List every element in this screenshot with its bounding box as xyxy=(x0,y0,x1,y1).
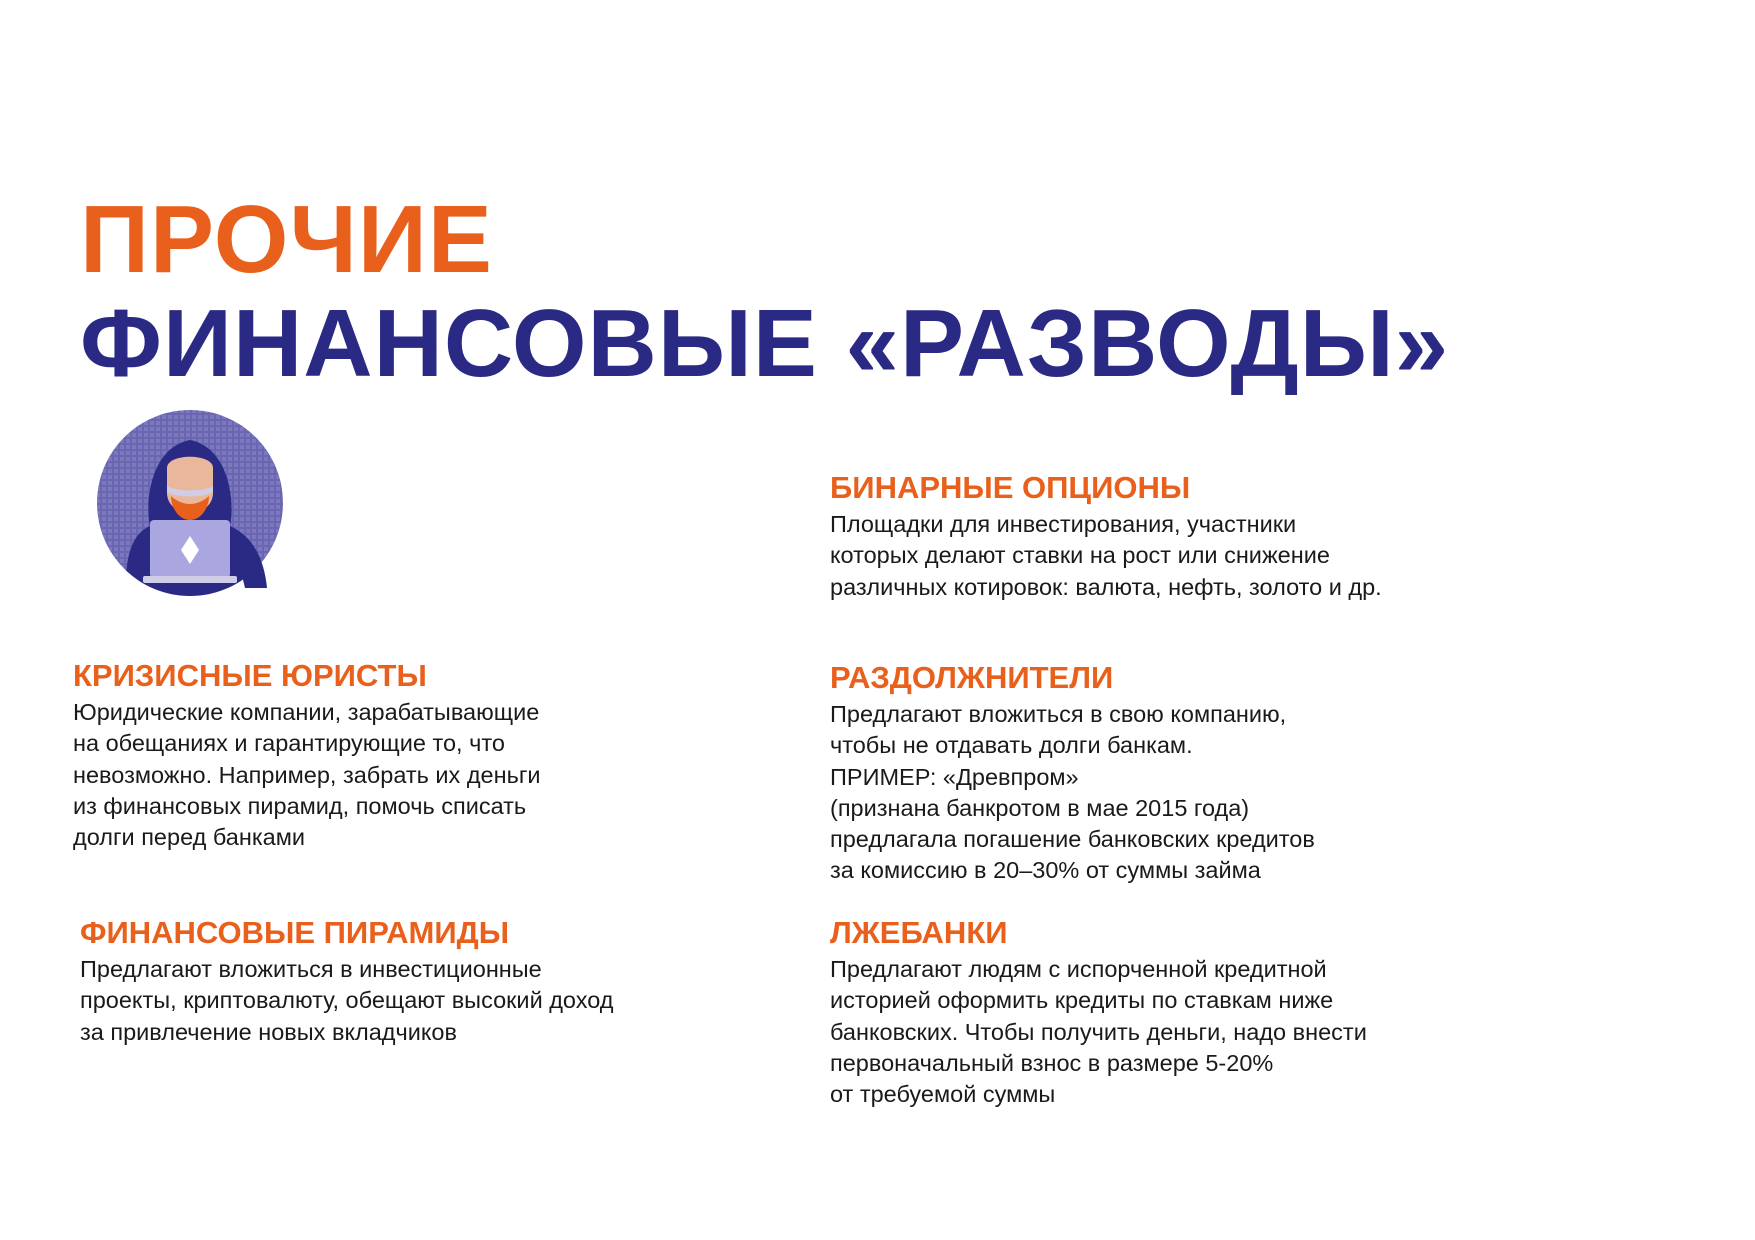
description-line: предлагала погашение банковских кредитов xyxy=(830,826,1315,853)
section-financial-pyramids xyxy=(80,914,614,1048)
description-line: различных котировок: валюта, нефть, золото и др. xyxy=(830,573,1382,600)
section-description xyxy=(830,509,1382,603)
section-binary-options xyxy=(830,469,1382,603)
description-line: от требуемой суммы xyxy=(830,1081,1056,1108)
section-description xyxy=(73,697,541,853)
description-line: историей оформить кредиты по ставкам ниже xyxy=(830,987,1334,1014)
description-line: проекты, криптовалюту, обещают высокий доход xyxy=(80,987,614,1014)
description-line: Предлагают людям с испорченной кредитной xyxy=(830,956,1327,982)
description-line: на обещаниях и гарантирующие то, что xyxy=(73,730,505,757)
section-heading: ЛЖЕБАНКИ xyxy=(830,915,1008,950)
title-line-1: ПРОЧИЕ xyxy=(80,186,493,293)
description-line: долги перед банками xyxy=(73,824,305,851)
description-line: первоначальный взнос в размере 5-20% xyxy=(830,1049,1274,1076)
description-line: из финансовых пирамид, помочь списать xyxy=(73,792,527,819)
description-line: Площадки для инвестирования, участники xyxy=(830,511,1297,537)
description-line: невозможно. Например, забрать их деньги xyxy=(73,761,541,788)
section-crisis-lawyers xyxy=(73,657,541,853)
section-fake-banks xyxy=(830,914,1367,1110)
description-line: Предлагают вложиться в инвестиционные xyxy=(80,956,542,982)
description-line: которых делают ставки на рост или снижение xyxy=(830,542,1330,569)
description-line: банковских. Чтобы получить деньги, надо внести xyxy=(830,1018,1367,1045)
description-line: за привлечение новых вкладчиков xyxy=(80,1018,457,1045)
description-line: ПРИМЕР: «Древпром» xyxy=(830,763,1079,790)
description-line: Юридические компании, зарабатывающие xyxy=(73,699,540,725)
description-line: за комиссию в 20–30% от суммы займа xyxy=(830,857,1261,884)
section-description xyxy=(830,699,1315,887)
description-line: (признана банкротом в мае 2015 года) xyxy=(830,794,1250,821)
section-description xyxy=(830,954,1367,1110)
description-line: чтобы не отдавать долги банкам. xyxy=(830,732,1193,759)
section-heading: ФИНАНСОВЫЕ ПИРАМИДЫ xyxy=(80,915,510,950)
page-title xyxy=(80,188,1449,396)
section-razdolzhiteli xyxy=(830,659,1315,887)
section-heading: РАЗДОЛЖНИТЕЛИ xyxy=(830,660,1114,695)
description-line: Предлагают вложиться в свою компанию, xyxy=(830,701,1287,727)
title-line-2: ФИНАНСОВЫЕ «РАЗВОДЫ» xyxy=(80,290,1450,397)
section-description xyxy=(80,954,614,1048)
section-heading: КРИЗИСНЫЕ ЮРИСТЫ xyxy=(73,658,427,693)
section-heading: БИНАРНЫЕ ОПЦИОНЫ xyxy=(830,470,1191,505)
hacker-with-laptop-icon xyxy=(95,408,285,598)
